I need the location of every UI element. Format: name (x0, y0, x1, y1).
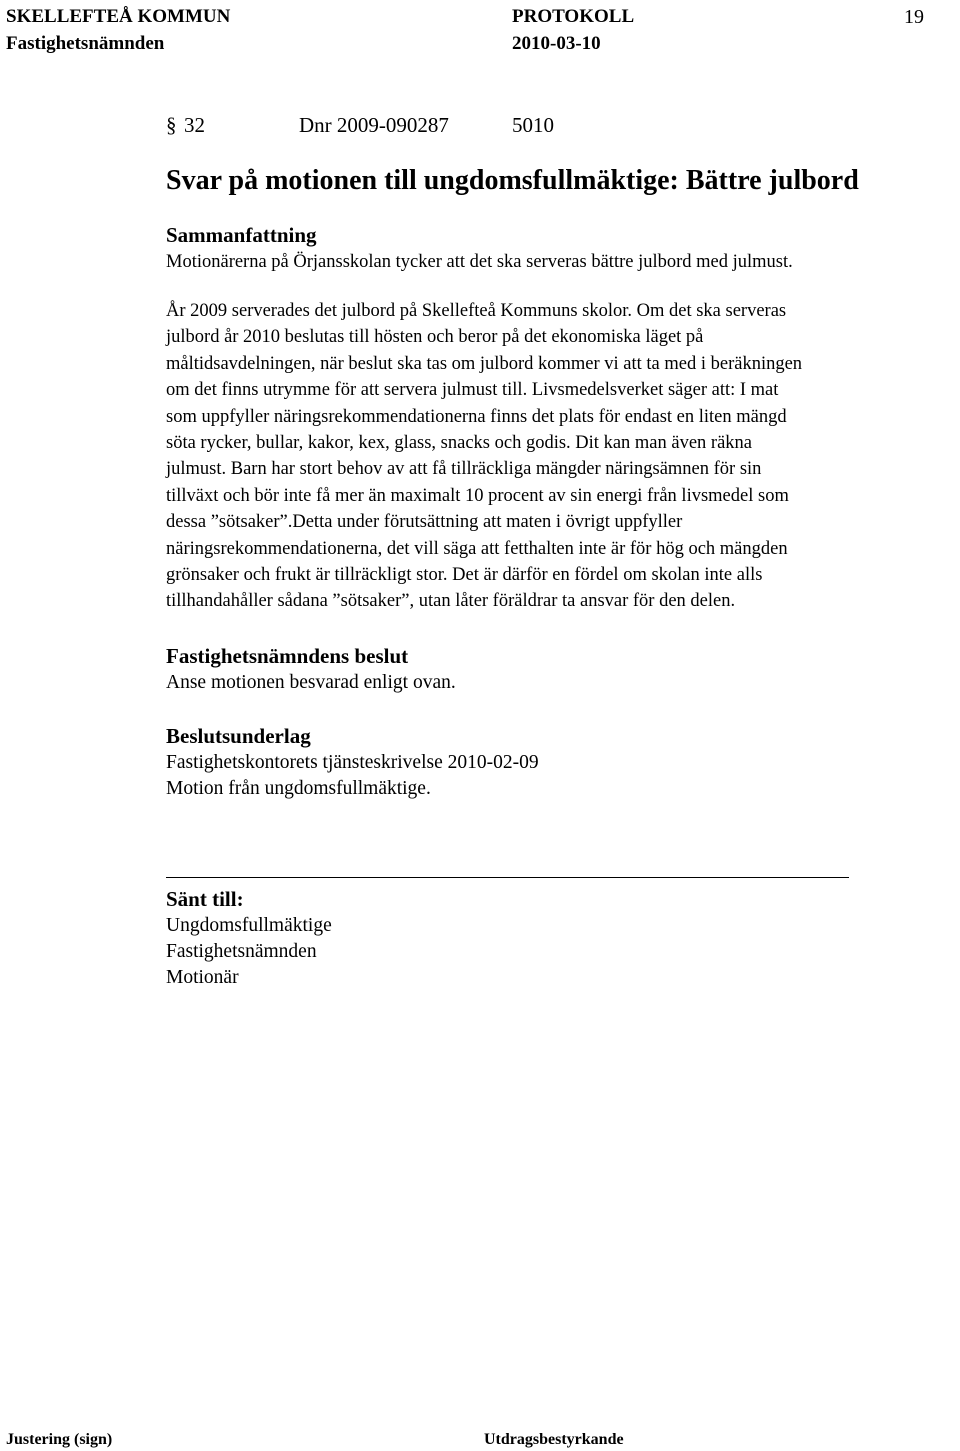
footer-justering: Justering (sign) (6, 1431, 113, 1448)
summary-line: grönsaker och frukt är tillräckligt stor. Det är därför en fördel om skolan inte alls (166, 565, 763, 586)
sent-to-heading: Sänt till: (166, 887, 244, 911)
header-doc-type: PROTOKOLL (512, 6, 635, 27)
decision-text: Anse motionen besvarad enligt ovan. (166, 672, 456, 693)
summary-line: som uppfyller näringsrekommendationerna finns det plats för endast en liten mängd (166, 406, 787, 427)
summary-body (166, 298, 956, 615)
summary-line: julmust. Barn har stort behov av att få tillräckliga mängder näringsämnen för sin (166, 459, 762, 480)
summary-line: söta rycker, bullar, kakor, kex, glass, snacks och godis. Dit kan man även räkna (166, 433, 753, 454)
header-committee: Fastighetsnämnden (6, 33, 165, 54)
decision-heading: Fastighetsnämndens beslut (166, 644, 409, 668)
recipient: Motionär (166, 967, 239, 988)
summary-line: om det finns utrymme för att servera julmust till. Livsmedelsverket säger att: I mat (166, 380, 779, 401)
separator-rule (166, 877, 849, 878)
summary-line: måltidsavdelningen, när beslut ska tas om julbord kommer vi att ta med i beräkningen (166, 353, 803, 374)
header-page-number: 19 (904, 6, 924, 28)
summary-line: tillhandahåller sådana ”sötsaker”, utan låter föräldrar ta ansvar för den delen. (166, 591, 736, 612)
basis-item: Fastighetskontorets tjänsteskrivelse 2010-02-09 (166, 752, 539, 773)
header-org: SKELLEFTEÅ KOMMUN (6, 6, 231, 27)
section-dnr: Dnr 2009-090287 (299, 113, 449, 137)
footer-utdragsbestyrkande: Utdragsbestyrkande (484, 1431, 624, 1448)
summary-line: julbord år 2010 beslutas till hösten och beror på det ekonomiska läget på (166, 327, 704, 348)
summary-intro: Motionärerna på Örjansskolan tycker att det ska serveras bättre julbord med julmust. (166, 252, 793, 272)
section-number: 32 (184, 113, 205, 137)
paragraph-sign: § (166, 113, 177, 137)
basis-item: Motion från ungdomsfullmäktige. (166, 778, 431, 799)
summary-line: näringsrekommendationerna, det vill säga att fetthalten inte är för hög och mängden (166, 538, 788, 559)
summary-line: dessa ”sötsaker”.Detta under förutsättning att maten i övrigt uppfyller (166, 512, 683, 533)
header-date: 2010-03-10 (512, 33, 601, 54)
summary-line: År 2009 serverades det julbord på Skellefteå Kommuns skolor. Om det ska serveras (166, 301, 787, 321)
summary-heading: Sammanfattning (166, 223, 317, 247)
summary-line: tillväxt och bör inte få mer än maximalt 10 procent av sin energi från livsmedel som (166, 485, 789, 506)
recipient: Ungdomsfullmäktige (166, 915, 332, 936)
recipient: Fastighetsnämnden (166, 941, 317, 962)
basis-heading: Beslutsunderlag (166, 724, 311, 748)
section-code: 5010 (512, 113, 554, 137)
document-title: Svar på motionen till ungdomsfullmäktige: Bättre julbord (166, 165, 859, 196)
